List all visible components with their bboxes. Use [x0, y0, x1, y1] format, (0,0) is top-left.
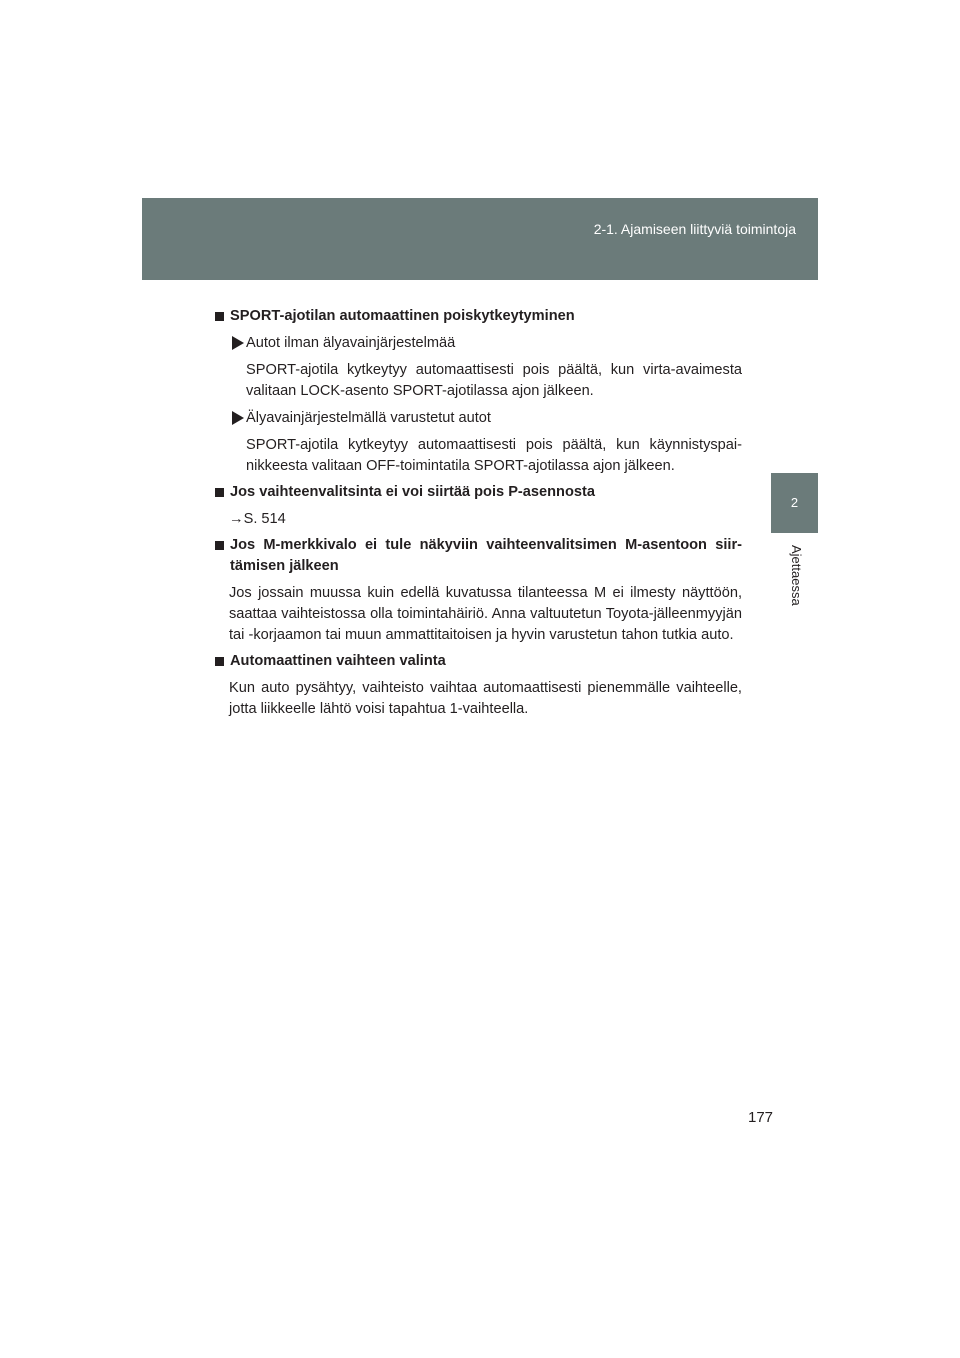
square-bullet-icon	[215, 657, 224, 666]
triangle-bullet-icon	[232, 336, 244, 350]
square-bullet-icon	[215, 541, 224, 550]
chapter-label: Ajettaessa	[789, 545, 804, 606]
section-heading: Jos vaihteenvalitsinta ei voi siirtää pois P-asennosta	[212, 482, 742, 503]
paragraph: Jos jossain muussa kuin edellä kuvatussa tilanteessa M ei ilmesty näyttöön, saattaa vaihteistossa olla toimintahäiriö. Anna valtuutetun Toyota-jälleenmyyjän tai -korjaamon tai muun ammattitaitoisen ja hyvin varustetun tahon tutkia auto.	[229, 585, 742, 643]
section-heading: Jos M-merkkivalo ei tule näkyviin vaihteenvalitsimen M-asentoon siir-tämisen jälkeen	[212, 535, 742, 577]
sub-heading: Älyavainjärjestelmällä varustetut autot	[212, 408, 742, 429]
triangle-bullet-icon	[232, 411, 244, 425]
chapter-number: 2	[790, 495, 799, 510]
header-band	[142, 198, 818, 280]
paragraph: SPORT-ajotila kytkeytyy automaattisesti pois päältä, kun virta-avaimesta valitaan LOCK-asento SPORT-ajotilassa ajon jälkeen.	[246, 362, 742, 399]
section-heading: SPORT-ajotilan automaattinen poiskytkeytyminen	[212, 306, 742, 327]
square-bullet-icon	[215, 312, 224, 321]
square-bullet-icon	[215, 488, 224, 497]
page-content	[212, 306, 742, 720]
page-number: 177	[748, 1109, 774, 1126]
sub-heading: Autot ilman älyavainjärjestelmää	[212, 333, 742, 354]
chapter-tab	[771, 473, 818, 533]
page-reference: →S. 514	[229, 511, 286, 527]
section-title: 2-1. Ajamiseen liittyviä toimintoja	[593, 221, 796, 237]
section-heading: Automaattinen vaihteen valinta	[212, 651, 742, 672]
paragraph: Kun auto pysähtyy, vaihteisto vaihtaa automaattisesti pienemmälle vaihteelle, jotta liikkeelle lähtö voisi tapahtua 1-vaihteella.	[229, 680, 742, 717]
paragraph: SPORT-ajotila kytkeytyy automaattisesti pois päältä, kun käynnistyspai-nikkeesta valitaan OFF-toimintatila SPORT-ajotilassa ajon jälkeen.	[246, 437, 742, 474]
